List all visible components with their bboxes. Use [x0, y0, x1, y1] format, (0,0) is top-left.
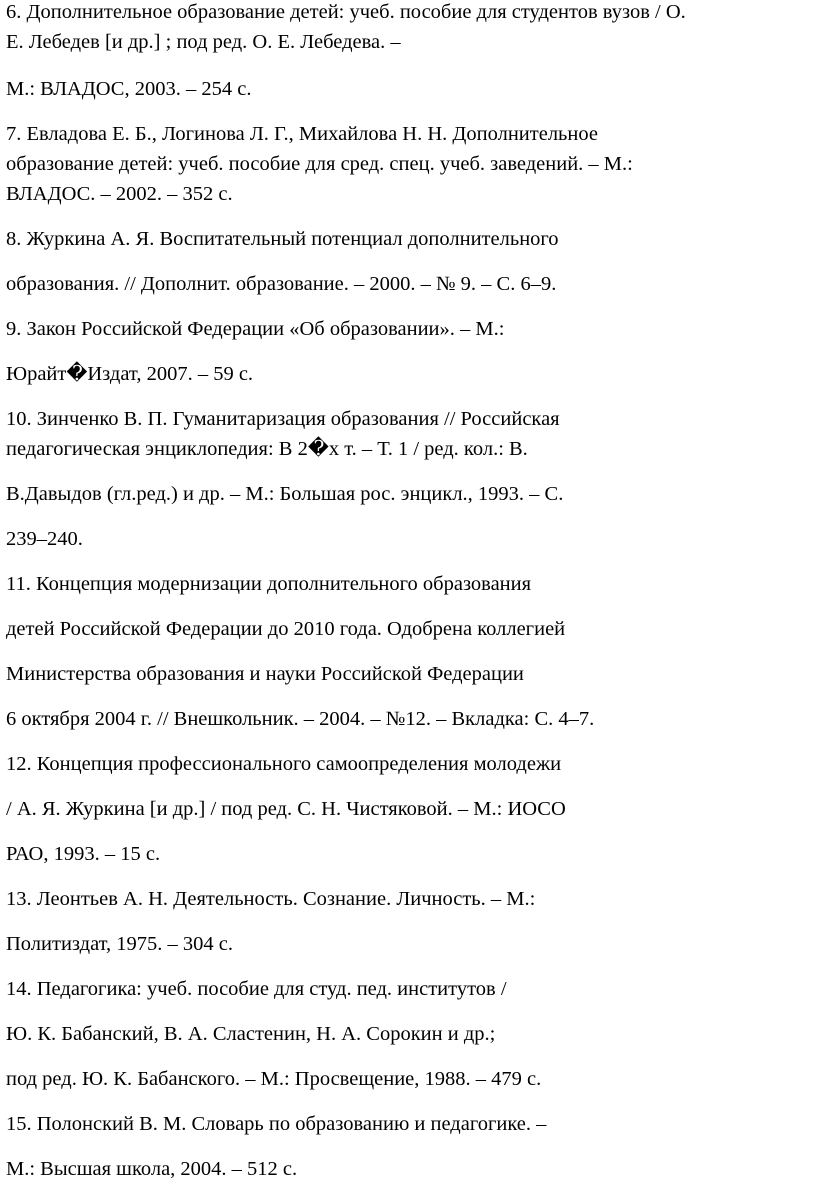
text-line-26: под ред. Ю. К. Бабанского. – М.: Просвещение, 1988. – 479 с. — [6, 1068, 542, 1090]
text-line-24: 14. Педагогика: учеб. пособие для студ. пед. институтов / — [6, 978, 507, 1000]
text-line-17: Министерства образования и науки Российской Федерации — [6, 663, 524, 685]
text-line-1: 6. Дополнительное образование детей: учеб. пособие для студентов вузов / О. — [6, 1, 686, 23]
text-line-9: 9. Закон Российской Федерации «Об образовании». – М.: — [6, 318, 505, 340]
text-line-21: РАО, 1993. – 15 с. — [6, 843, 161, 865]
text-line-23: Политиздат, 1975. – 304 с. — [6, 933, 234, 955]
text-line-15: 11. Концепция модернизации дополнительного образования — [6, 573, 532, 595]
text-line-7: 8. Журкина А. Я. Воспитательный потенциал дополнительного — [6, 228, 559, 250]
text-line-3: М.: ВЛАДОС, 2003. – 254 с. — [6, 78, 252, 100]
text-line-2: Е. Лебедев [и др.] ; под ред. О. Е. Лебедева. – — [6, 31, 401, 53]
text-line-22: 13. Леонтьев А. Н. Деятельность. Сознание. Личность. – М.: — [6, 888, 536, 910]
text-line-18: 6 октября 2004 г. // Внешкольник. – 2004. – №12. – Вкладка: С. 4–7. — [6, 708, 595, 730]
text-line-16: детей Российской Федерации до 2010 года. Одобрена коллегией — [6, 618, 566, 640]
text-line-20: / А. Я. Журкина [и др.] / под ред. С. Н. Чистяковой. – М.: ИОСО — [6, 798, 566, 820]
text-line-12: педагогическая энциклопедия: В 2�х т. – Т. 1 / ред. кол.: В. — [6, 438, 528, 460]
text-line-6: ВЛАДОС. – 2002. – 352 с. — [6, 183, 233, 205]
text-line-19: 12. Концепция профессионального самоопределения молодежи — [6, 753, 562, 775]
text-line-5: образование детей: учеб. пособие для сред. спец. учеб. заведений. – М.: — [6, 153, 633, 175]
text-line-28: М.: Высшая школа, 2004. – 512 с. — [6, 1158, 298, 1180]
text-line-13: В.Давыдов (гл.ред.) и др. – М.: Большая рос. энцикл., 1993. – С. — [6, 483, 564, 505]
text-line-4: 7. Евладова Е. Б., Логинова Л. Г., Михайлова Н. Н. Дополнительное — [6, 123, 598, 145]
text-line-8: образования. // Дополнит. образование. – 2000. – № 9. – С. 6–9. — [6, 273, 557, 295]
text-line-11: 10. Зинченко В. П. Гуманитаризация образования // Российская — [6, 408, 560, 430]
text-line-10: Юрайт�Издат, 2007. – 59 с. — [6, 363, 254, 385]
text-line-27: 15. Полонский В. М. Словарь по образованию и педагогике. – — [6, 1113, 547, 1135]
text-line-25: Ю. К. Бабанский, В. А. Сластенин, Н. А. Сорокин и др.; — [6, 1023, 496, 1045]
text-line-14: 239–240. — [6, 528, 83, 550]
